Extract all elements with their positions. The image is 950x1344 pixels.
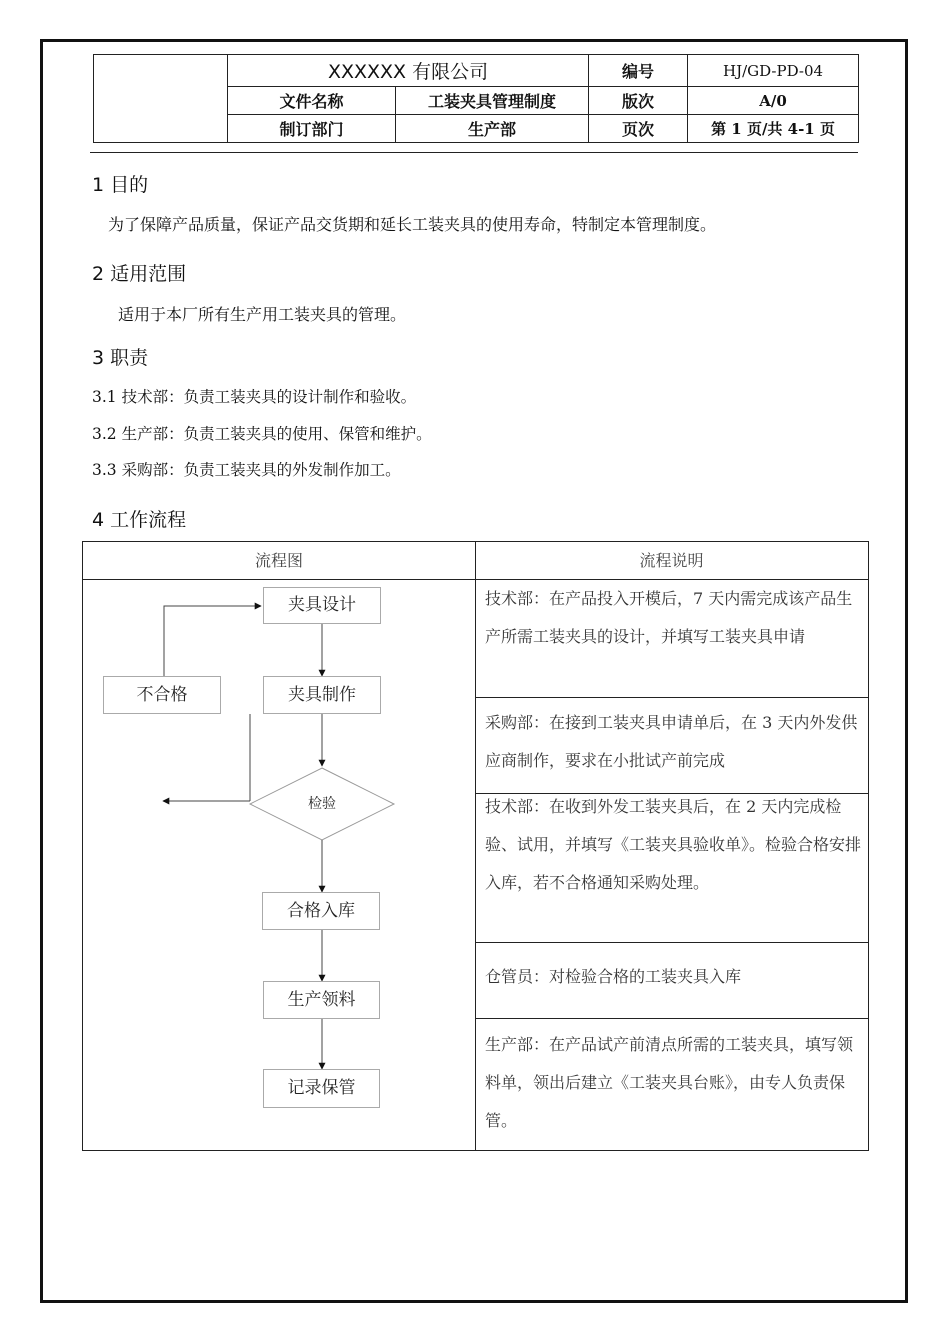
- description-row-5: 生产部：在产品试产前清点所需的工装夹具，填写领料单，领出后建立《工装夹具台账》，由专人负责保管。: [485, 1035, 854, 1130]
- section-3-item-3: 3.3 采购部：负责工装夹具的外发制作加工。: [92, 461, 401, 479]
- row-divider: [475, 697, 868, 698]
- loop-connector: [164, 606, 261, 677]
- section-4-title: 4 工作流程: [92, 509, 187, 531]
- section-3-item-1: 3.1 技术部：负责工装夹具的设计制作和验收。: [92, 388, 417, 406]
- description-row-4: 仓管员：对检验合格的工装夹具入库: [485, 967, 742, 986]
- flowchart-column-header: 流程图: [254, 551, 303, 570]
- description-row-2: 采购部：在接到工装夹具申请单后，在 3 天内外发供应商制作，要求在小批试产前完成: [485, 713, 858, 770]
- node-store: 合格入库: [262, 892, 380, 930]
- section-3-title: 3 职责: [92, 347, 149, 369]
- flowchart-diagram: [83, 542, 475, 1152]
- company-name: XXXXXX 有限公司: [228, 55, 589, 87]
- description-row-3: 技术部：在收到外发工装夹具后，在 2 天内完成检验、试用，并填写《工装夹具验收单》。检验合格安排入库，若不合格通知采购处理。: [485, 797, 862, 892]
- version-label: 版次: [589, 87, 688, 115]
- number-label: 编号: [589, 55, 688, 87]
- number-value: HJ/GD-PD-04: [688, 55, 859, 87]
- section-3-item-2: 3.2 生产部：负责工装夹具的使用、保管和维护。: [92, 425, 432, 443]
- node-record: 记录保管: [263, 1069, 380, 1108]
- page-label: 页次: [589, 115, 688, 143]
- row-divider: [475, 942, 868, 943]
- node-pick: 生产领料: [263, 981, 380, 1019]
- workflow-table: [82, 541, 869, 1151]
- section-2-text: 适用于本厂所有生产用工装夹具的管理。: [118, 305, 407, 324]
- logo-cell: [94, 55, 228, 143]
- version-value: A/0: [688, 87, 859, 115]
- description-row-1: 技术部：在产品投入开模后，7 天内需完成该产品生产所需工装夹具的设计，并填写工装夹具申请: [485, 589, 853, 646]
- file-name-value: 工装夹具管理制度: [396, 87, 589, 115]
- row-divider: [475, 1018, 868, 1019]
- inspect-label: 检验: [308, 796, 336, 812]
- node-make: 夹具制作: [263, 676, 381, 714]
- page-value: 第 1 页/共 4-1 页: [688, 115, 859, 143]
- header-divider: [90, 152, 858, 153]
- dept-label: 制订部门: [228, 115, 396, 143]
- dept-value: 生产部: [396, 115, 589, 143]
- node-unqualified: 不合格: [103, 676, 221, 714]
- node-design: 夹具设计: [263, 587, 381, 624]
- section-2-title: 2 适用范围: [92, 263, 187, 285]
- column-divider: [475, 542, 476, 1150]
- section-1-title: 1 目的: [92, 174, 149, 196]
- description-column-header: 流程说明: [639, 551, 704, 570]
- section-1-text: 为了保障产品质量，保证产品交货期和延长工装夹具的使用寿命，特制定本管理制度。: [108, 215, 717, 234]
- document-header-table: [93, 54, 859, 143]
- file-name-label: 文件名称: [228, 87, 396, 115]
